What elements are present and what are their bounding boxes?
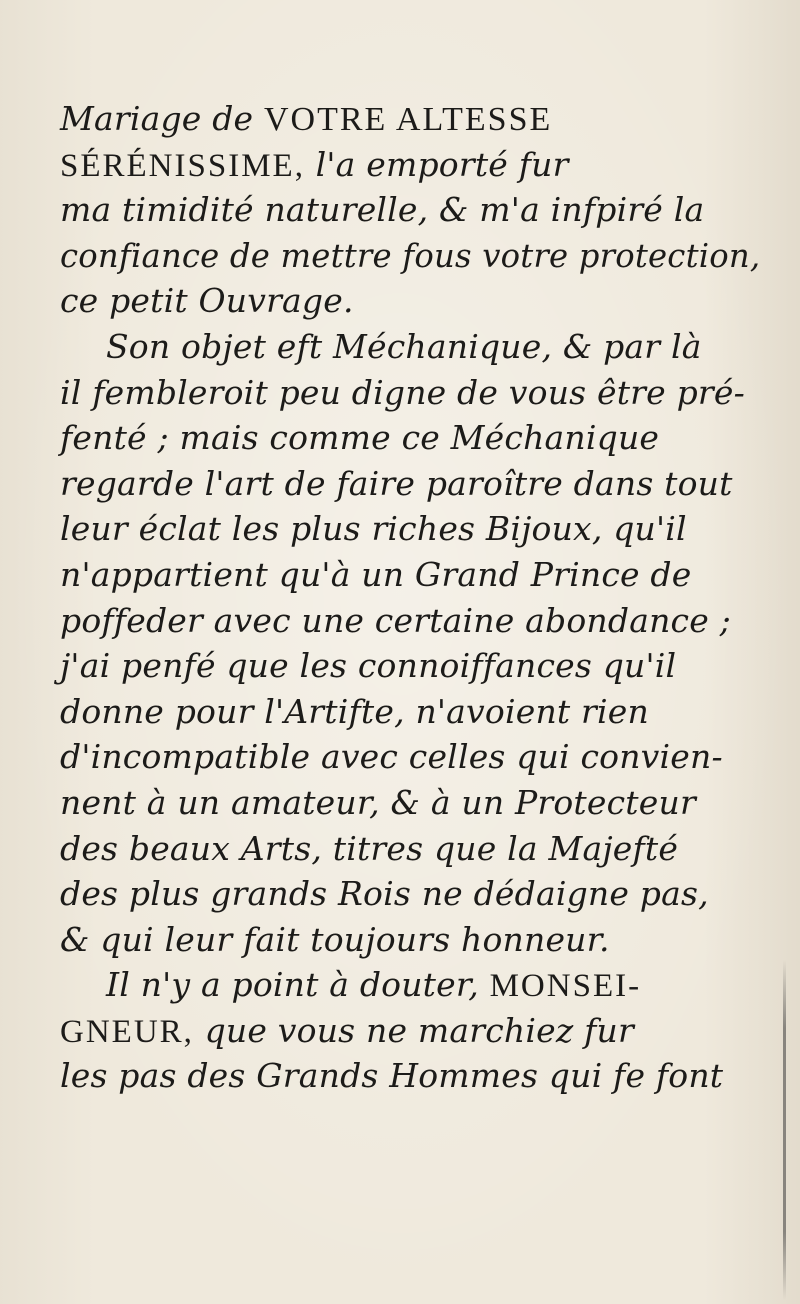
title-caps: GNEUR, [60, 1013, 194, 1050]
text-span: ce petit Ouvrage. [60, 281, 354, 321]
text-span: Son objet eft Méchanique, & par là [106, 326, 702, 366]
text-line [60, 689, 760, 735]
text-span: il fembleroit peu digne de vous être pré- [60, 372, 745, 412]
text-line [60, 871, 760, 917]
page-edge-shadow [783, 960, 786, 1300]
title-caps: MONSEI- [489, 968, 642, 1005]
text-line [60, 643, 760, 689]
text-span: des plus grands Rois ne dédaigne pas, [60, 874, 709, 914]
text-line [60, 461, 760, 507]
text-line [60, 1008, 760, 1054]
page-text [60, 96, 760, 1099]
text-line [60, 370, 760, 416]
text-span: confiance de mettre fous votre protection, [60, 235, 761, 275]
text-span: j'ai penfé que les connoiffances qu'il [60, 646, 677, 686]
text-span: poffeder avec une certaine abondance ; [60, 600, 731, 640]
text-line [60, 415, 760, 461]
text-span: fenté ; mais comme ce Méchanique [60, 418, 660, 458]
text-line [60, 96, 760, 142]
text-line [60, 187, 760, 233]
text-line [60, 506, 760, 552]
text-line [60, 734, 760, 780]
text-line [60, 278, 760, 324]
text-span: Il n'y a point à douter, [106, 965, 490, 1005]
text-span: que vous ne marchiez fur [193, 1010, 634, 1050]
text-span: l'a emporté fur [304, 144, 569, 184]
text-span: leur éclat les plus riches Bijoux, qu'il [60, 509, 687, 549]
text-line [60, 826, 760, 872]
text-span: les pas des Grands Hommes qui fe font [60, 1056, 724, 1096]
text-line [60, 1053, 760, 1099]
text-span: ma timidité naturelle, & m'a infpiré la [60, 190, 705, 230]
text-line [60, 142, 760, 188]
text-span: n'appartient qu'à un Grand Prince de [60, 554, 692, 594]
text-span: des beaux Arts, titres que la Majefté [60, 828, 679, 868]
text-span: nent à un amateur, & à un Protecteur [60, 782, 696, 822]
title-caps: SÉRÉNISSIME, [60, 147, 305, 184]
title-caps: VOTRE ALTESSE [263, 101, 553, 138]
text-span: Mariage de [60, 99, 264, 138]
text-line [60, 233, 761, 279]
text-line [60, 598, 760, 644]
paragraph-start-line [60, 962, 760, 1008]
text-line [60, 552, 760, 598]
text-span: & qui leur fait toujours honneur. [60, 919, 610, 959]
paragraph-start-line [60, 324, 760, 370]
text-span: d'incompatible avec celles qui convien- [60, 737, 723, 777]
text-span: donne pour l'Artifte, n'avoient rien [60, 691, 649, 731]
text-line [60, 780, 760, 826]
text-span: regarde l'art de faire paroître dans tout [60, 463, 733, 503]
text-line [60, 917, 760, 963]
